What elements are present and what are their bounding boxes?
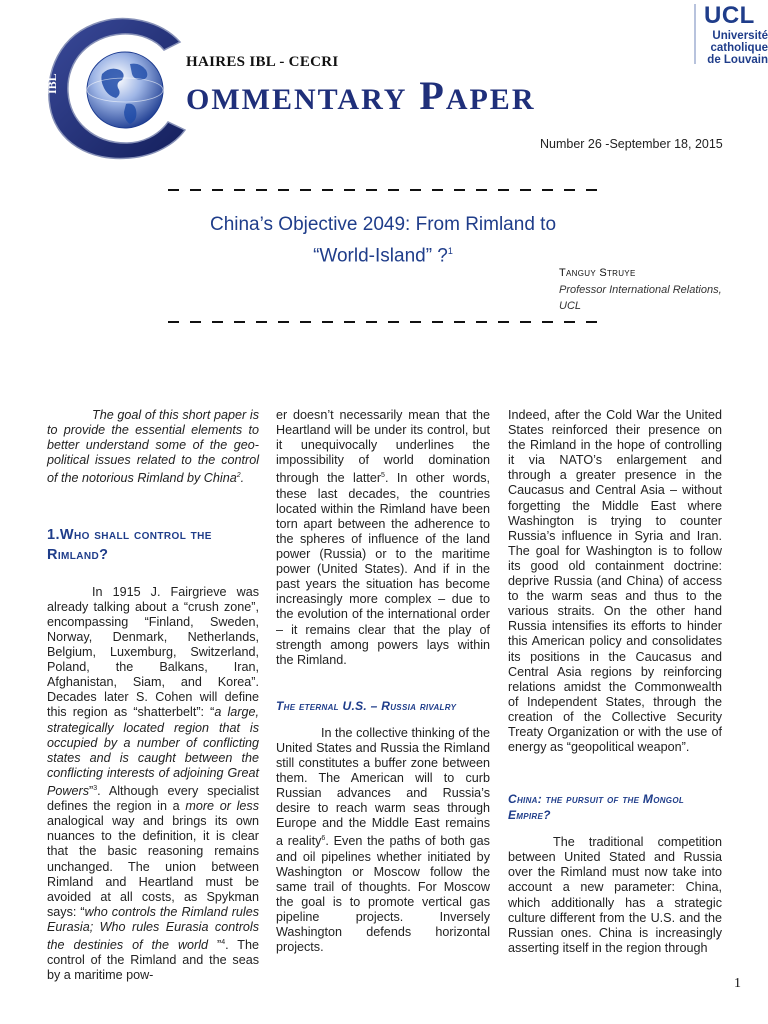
ucl-logo: UCL — [704, 2, 755, 29]
spacer — [47, 487, 259, 525]
body-text: . Even the paths of both gas and oil pipelines whether initiated by Washington or Moscow follow the same trail of thoughts. For Moscow the goal is to promote vertical gas pipeline projects. Inversely Washington defends horizontal projects. — [276, 834, 490, 955]
article-title — [168, 212, 598, 269]
body-text: . Although every specialist defines the region in a — [47, 784, 259, 814]
chaires-label: HAIRES IBL - CECRI — [186, 54, 339, 70]
body-text: In 1915 J. Fairgrieve was already talking about a “crush zone”, encompassing “Finland, Sweden, Norway, Denmark, Netherlands, Belgium, Luxemburg, Switzerland, Poland, the Balkans, Iran, Afghanistan, Siam, and Korea”. Decades later S. Cohen will define this region as “shatterbelt”: “ — [47, 584, 259, 720]
body-text: In the collective thinking of the United States and Russia the Rimland still constitutes a buffer zone between them. The American will to curb Russian advances and Russia’s desire to reach warm seas through Europe and the Middle East remains a reality — [276, 725, 490, 849]
footnote-ref: 4 — [221, 939, 226, 946]
title-footnote-ref: 1 — [447, 246, 453, 256]
commentary-paper-logo — [30, 12, 200, 162]
title-p: P — [419, 73, 446, 118]
issue-number-date: Number 26 -September 18, 2015 — [540, 137, 723, 151]
article-title-line-1: China’s Objective 2049: From Rimland to — [209, 214, 557, 235]
intro-paragraph: The goal of this short paper is to provide the essential elements to better understand some of the geo-political issues related to the control of the notorious Rimland by China$^2$. — [47, 408, 259, 486]
body-text: er doesn’t necessarily mean that the Heartland will be under its control, but it unequivocally underlines the impossibility of world domination through the latter — [276, 408, 490, 486]
text-column-2 — [276, 408, 490, 955]
dashed-separator-bottom — [168, 321, 600, 323]
footnote-ref: 6 — [321, 835, 326, 843]
body-paragraph — [47, 585, 259, 984]
spacer — [276, 668, 490, 698]
footnote-ref: 2 — [236, 472, 241, 480]
subsection-heading-china: China: the pursuit of the Mongol Empire? — [508, 792, 685, 823]
text-column-1 — [47, 408, 259, 983]
italic-text: more or less — [185, 799, 259, 814]
footnote-ref: 3 — [93, 784, 98, 792]
page-number: 1 — [734, 976, 741, 991]
title-ommentary: OMMENTARY — [186, 83, 408, 116]
author-affiliation: Professor International Relations, UCL — [559, 284, 722, 312]
body-text: . The control of the Rimland and the seas by a maritime pow- — [47, 938, 259, 983]
spacer — [47, 565, 259, 585]
body-paragraph — [276, 408, 490, 668]
quote-text: a large, strategically located region that is occupied by a number of conflicting states and is caught between the conflicting interests of adjoining Great Powers — [47, 705, 259, 799]
quote-text: who controls the Rimland rules Eurasia; Who rules Eurasia controls the destinies of the world — [47, 904, 259, 953]
body-text: ” — [89, 784, 94, 799]
spacer — [276, 714, 490, 726]
subsection-heading-rivalry: The eternal U.S. – Russia rivalry — [276, 698, 457, 713]
spacer — [508, 823, 722, 835]
title-aper: APER — [445, 83, 536, 116]
ucl-line-2: catholique — [710, 42, 768, 54]
body-text: analogical way and brings its own nuances to the definition, it is clear that the basic reasoning remains unchanged. The union between Rimland and Heartland must be avoided at all costs, as Spykman says: “ — [47, 814, 259, 919]
ucl-line-1: Université — [712, 30, 768, 42]
body-paragraph — [276, 726, 490, 956]
body-paragraph: The traditional competition between United Stated and Russia over the Rimland must now take into account a new parameter: China, which additionally has a strategic culture different from the U.S. and the Russian ones. China is increasingly asserting itself in the region through — [508, 835, 722, 955]
section-heading-1: 1.Who shall control the Rimland? — [47, 526, 212, 563]
text-column-3 — [508, 408, 722, 956]
body-text: ” — [208, 938, 222, 953]
article-title-line-2: “World-Island” ? — [313, 245, 448, 267]
footnote-ref: 5 — [381, 472, 385, 480]
body-paragraph: Indeed, after the Cold War the United States reinforced their presence on the Rimland in the hope of controlling it via NATO’s enlargement and through a greater presence in the Caucasus and Central Asia – without forgetting the Middle East where Washington is trying to counter Russia’s influence in Syria and Iran. The goal for Washington is to follow its good old containment doctrine: deprive Russia (and China) of access to the warm seas and thus to the various straits. On the other hand Russia intensifies its efforts to hinder this American policy and consolidates its positions in the Caucasus and Central Asia regions by reinforcing relations amidst the Commonwealth of Independent States, through the creation of the Collective Security Treaty Organization or with the use of energy as “geopolitical weapon”. — [508, 408, 722, 755]
body-text: . In other words, these last decades, the countries located within the Rimland have been torn apart between the adherence to the spheres of influence of the land power (Russia) or to the maritime power (United States). And if in the past years the situation has become increasingly more complex – due to the evolution of the international order – it remains clear that the play of strength among powers lays within the Rimland. — [276, 471, 490, 667]
spacer — [508, 755, 722, 791]
author-name: Tanguy Struye — [559, 267, 636, 279]
dashed-separator-top — [168, 189, 600, 191]
intro-text: The goal of this short paper is to provide the essential elements to better understand some of the geo-political issues related to the control of the notorious Rimland by China — [47, 408, 259, 486]
ucl-divider — [694, 4, 696, 64]
ucl-subtitle — [702, 30, 768, 66]
ucl-line-3: de Louvain — [707, 54, 768, 66]
masthead-title — [186, 72, 535, 119]
ibl-label: IBL — [45, 73, 59, 94]
